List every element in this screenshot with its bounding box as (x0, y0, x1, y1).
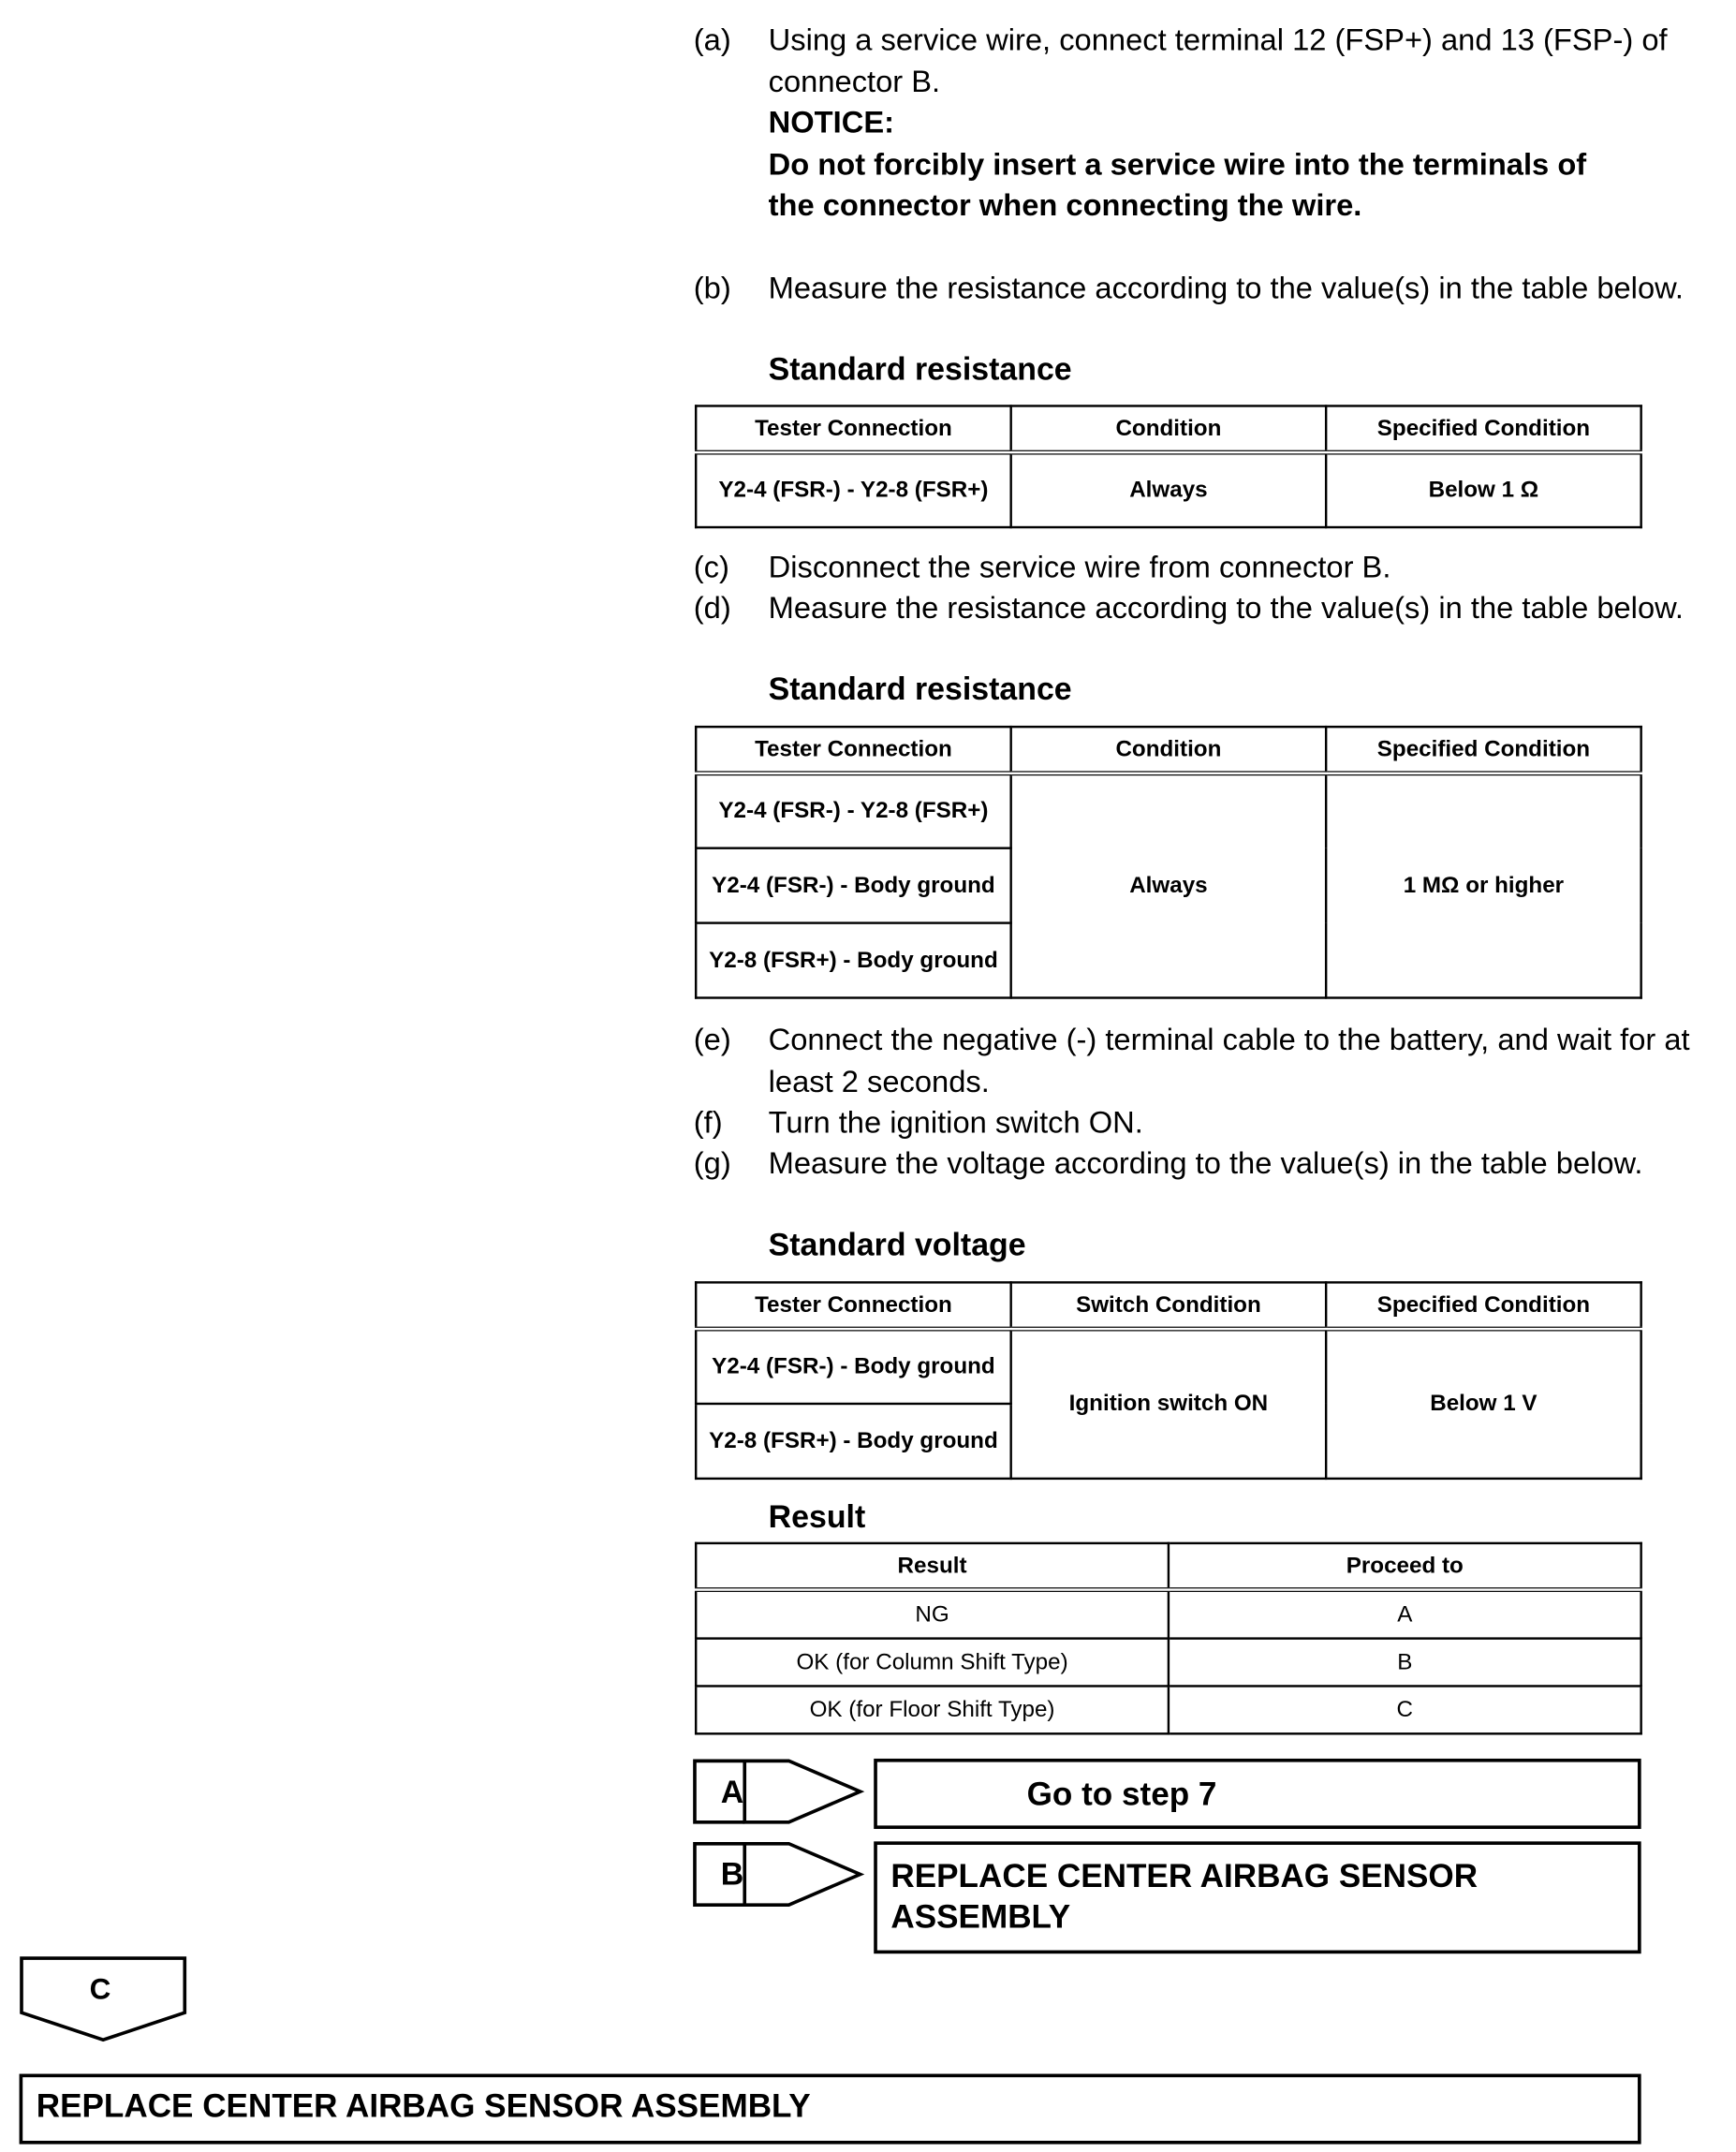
replace-sensor-text: REPLACE CENTER AIRBAG SENSOR ASSEMBLY (890, 1858, 1479, 1936)
column-header: Specified Condition (1326, 405, 1640, 452)
table-cell: Y2-8 (FSR+) - Body ground (696, 923, 1010, 998)
step-text: Measure the resistance according to the value(s) in the table below. (768, 271, 1685, 305)
step-text: Turn the ignition switch ON. (768, 1105, 1143, 1140)
table-cell: OK (for Floor Shift Type) (696, 1686, 1169, 1733)
notice-text: Do not forcibly insert a service wire into the terminals of the connector when connecting the wire. (768, 146, 1587, 223)
table-cell: Y2-4 (FSR-) - Body ground (696, 1329, 1010, 1404)
table2-heading: Standard resistance (768, 671, 1072, 707)
table-cell: 1 MΩ or higher (1326, 774, 1640, 998)
table-cell: Y2-8 (FSR+) - Body ground (696, 1404, 1010, 1479)
column-header: Result (696, 1543, 1169, 1590)
go-to-step-text: Go to step 7 (1026, 1776, 1217, 1814)
step-text: Connect the negative (-) terminal cable to the battery, and wait for at least 2 seconds. (768, 1023, 1690, 1098)
table-cell: OK (for Column Shift Type) (696, 1639, 1169, 1687)
table-cell: Y2-4 (FSR-) - Body ground (696, 848, 1010, 923)
branch-a-arrow-icon (693, 1759, 865, 1824)
step-label: (e) (693, 1023, 731, 1057)
column-header: Switch Condition (1011, 1282, 1326, 1329)
column-header: Tester Connection (696, 405, 1010, 452)
result-heading: Result (768, 1498, 866, 1535)
step-label: (c) (693, 550, 729, 584)
step-label: (a) (693, 22, 731, 57)
table1-heading: Standard resistance (768, 351, 1072, 387)
table-cell: Ignition switch ON (1011, 1329, 1326, 1479)
table-cell: Always (1011, 452, 1326, 527)
go-to-step-box (874, 1759, 1640, 1829)
step-label: (g) (693, 1146, 731, 1181)
branch-label: A (720, 1775, 744, 1811)
step-text: Using a service wire, connect terminal 12 (FSP+) and 13 (FSP-) of connector B. (768, 22, 1668, 98)
column-header: Specified Condition (1326, 727, 1640, 774)
table-cell: Below 1 Ω (1326, 452, 1640, 527)
table-cell: B (1169, 1639, 1641, 1687)
step-text: Disconnect the service wire from connector B. (768, 550, 1391, 584)
standard-voltage-table (695, 1281, 1642, 1480)
standard-resistance-table-2 (695, 726, 1642, 999)
column-header: Condition (1011, 405, 1326, 452)
table-cell: Below 1 V (1326, 1329, 1640, 1479)
table-cell: Y2-4 (FSR-) - Y2-8 (FSR+) (696, 452, 1010, 527)
column-header: Specified Condition (1326, 1282, 1640, 1329)
standard-resistance-table-1 (695, 405, 1642, 528)
step-label: (b) (693, 271, 731, 305)
table3-heading: Standard voltage (768, 1227, 1026, 1262)
table-cell: A (1169, 1590, 1641, 1639)
replace-sensor-box (874, 1841, 1640, 1953)
step-label: (f) (693, 1105, 723, 1140)
branch-label: C (89, 1972, 111, 2006)
replace-sensor-text: REPLACE CENTER AIRBAG SENSOR ASSEMBLY (36, 2088, 811, 2126)
step-text: Measure the voltage according to the value(s) in the table below. (768, 1146, 1643, 1181)
column-header: Tester Connection (696, 1282, 1010, 1329)
column-header: Condition (1011, 727, 1326, 774)
result-table (695, 1542, 1642, 1735)
column-header: Proceed to (1169, 1543, 1641, 1590)
notice (769, 102, 1630, 227)
branch-b-arrow-icon (693, 1841, 865, 1907)
step-text: Measure the resistance according to the value(s) in the table below. (768, 590, 1685, 626)
table-cell: Always (1011, 774, 1326, 998)
column-header: Tester Connection (696, 727, 1010, 774)
step-label: (d) (693, 590, 731, 626)
branch-label: B (720, 1856, 744, 1893)
replace-sensor-box-c (20, 2074, 1641, 2145)
table-cell: Y2-4 (FSR-) - Y2-8 (FSR+) (696, 774, 1010, 848)
branch-c-arrow-icon (20, 1956, 187, 2042)
table-cell: NG (696, 1590, 1169, 1639)
notice-title: NOTICE: (768, 105, 895, 140)
table-cell: C (1169, 1686, 1641, 1733)
